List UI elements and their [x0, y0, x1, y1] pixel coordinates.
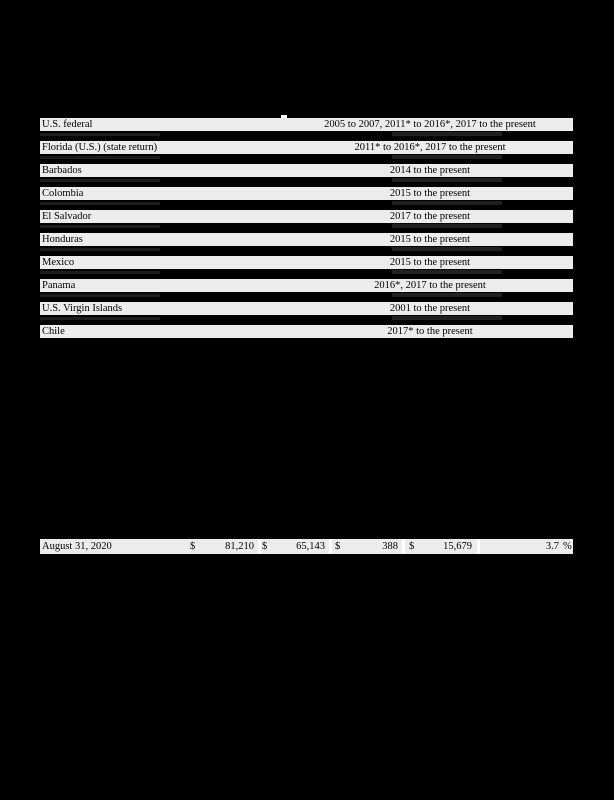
tax-jurisdictions-table — [40, 118, 573, 348]
dollar-sign: $ — [190, 541, 196, 552]
percent-sign: % — [563, 541, 572, 552]
jurisdiction-name: U.S. Virgin Islands — [42, 303, 123, 314]
column-separator — [477, 539, 480, 554]
table-row — [40, 279, 573, 292]
tax-years: 2015 to the present — [389, 188, 471, 199]
table-row — [40, 164, 573, 177]
table-row — [40, 302, 573, 315]
tax-years: 2017 to the present — [389, 211, 471, 222]
value-cell-3: 388 — [382, 541, 398, 552]
column-separator — [329, 539, 332, 554]
table-row — [40, 256, 573, 269]
jurisdiction-name: Panama — [42, 280, 76, 291]
table-row — [40, 141, 573, 154]
financial-data-row — [40, 539, 573, 554]
jurisdiction-name: Mexico — [42, 257, 75, 268]
jurisdiction-name: U.S. federal — [42, 119, 93, 130]
column-separator — [402, 539, 405, 554]
tax-years: 2016*, 2017 to the present — [374, 280, 486, 291]
table-row — [40, 233, 573, 246]
column-separator — [258, 539, 261, 554]
tax-years: 2015 to the present — [389, 257, 471, 268]
jurisdiction-name: Florida (U.S.) (state return) — [42, 142, 158, 153]
dollar-sign: $ — [262, 541, 268, 552]
tax-years: 2014 to the present — [389, 165, 471, 176]
tax-years: 2017* to the present — [387, 326, 473, 337]
dollar-sign: $ — [335, 541, 341, 552]
table-row — [40, 210, 573, 223]
tax-years: 2011* to 2016*, 2017 to the present — [354, 142, 506, 153]
row-date: August 31, 2020 — [42, 541, 112, 552]
tax-years: 2005 to 2007, 2011* to 2016*, 2017 to the present — [324, 119, 536, 130]
percent-value: 3.7 — [545, 541, 559, 552]
jurisdiction-name: Chile — [42, 326, 65, 337]
value-cell-2: 65,143 — [296, 541, 325, 552]
value-cell-1: 81,210 — [225, 541, 254, 552]
dollar-sign: $ — [409, 541, 415, 552]
jurisdiction-name: El Salvador — [42, 211, 92, 222]
jurisdiction-name: Honduras — [42, 234, 83, 245]
jurisdiction-name: Barbados — [42, 165, 82, 176]
tax-years: 2001 to the present — [389, 303, 471, 314]
table-row — [40, 187, 573, 200]
table-row — [40, 118, 573, 131]
jurisdiction-name: Colombia — [42, 188, 84, 199]
tax-years: 2015 to the present — [389, 234, 471, 245]
value-cell-4: 15,679 — [443, 541, 472, 552]
table-row — [40, 325, 573, 338]
